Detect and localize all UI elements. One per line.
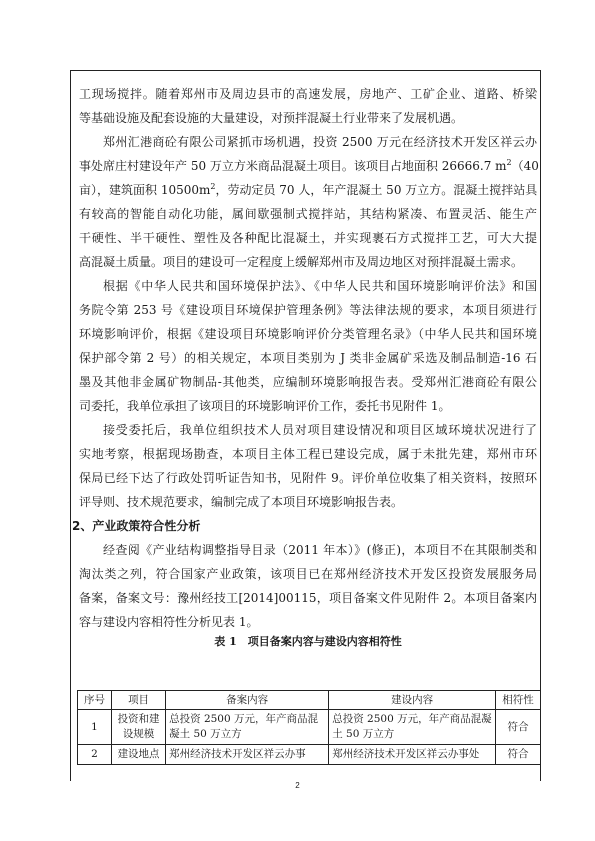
text-line: 保护部令第 2 号）的相关规定，本项目类别为 J 类非金属矿采选及制品制造-16 石 [79,351,537,365]
table-cell: 1 [78,710,112,745]
text-line: 经查阅《产业结构调整指导目录（2011 年本）》(修正)，本项目不在其限制类和 [103,543,537,557]
column-header: 备案内容 [166,691,329,710]
superscript: 2 [506,158,512,167]
text-span: 亩），建筑面积 10500m [79,183,211,197]
comparison-table [77,690,541,765]
table-cell: 郑州经济技术开发区祥云办事处 [329,745,496,765]
table-cell: 符合 [495,710,540,745]
text-line: 干硬性、半干硬性、塑性及各种配比混凝土，并实现裹石方式搅拌工艺，可大大提 [79,231,537,245]
text-line: 淘汰类之列，符合国家产业政策，该项目已在郑州经济技术开发区投资发展服务局 [79,567,537,581]
table-caption: 表 1 项目备案内容与建设内容相符性 [214,635,402,648]
text-line: 司委托，我单位承担了该项目的环境影响评价工作，委托书见附件 1。 [79,399,451,413]
table-cell: 建设地点 [112,745,166,765]
text-line [79,154,537,178]
table-cell: 总投资 2500 万元，年产商品混凝土 50 万立方 [166,710,329,745]
section-heading: 2、产业政策符合性分析 [72,519,201,533]
text-line: 高混凝土质量。项目的建设可一定程度上缓解郑州市及周边地区对预拌混凝土需求。 [79,255,524,269]
table-cell: 2 [78,745,112,765]
column-header: 项目 [112,691,166,710]
table-header-row [78,691,541,710]
text-line: 接受委托后，我单位组织技术人员对项目建设情况和项目区域环境状况进行了 [103,423,537,437]
document-body [72,82,539,650]
text-line: 备案，备案文号：豫州经技工[2014]00115，项目备案文件见附件 2。本项目备案内 [79,591,537,605]
table-row [78,745,541,765]
text-line: 郑州汇港商砼有限公司紧抓市场机遇，投资 2500 万元在经济技术开发区祥云办 [103,135,537,149]
column-header: 序号 [78,691,112,710]
text-line: 根据《中华人民共和国环境保护法》、《中华人民共和国环境影响评价法》和国 [103,279,537,293]
text-line: 实地考察，根据现场勘查，本项目主体工程已建设完成，属于未批先建，郑州市环 [79,447,537,461]
table-cell: 投资和建设规模 [112,710,166,745]
superscript: 2 [210,182,216,191]
text-line [79,178,537,202]
text-line: 等基础设施及配套设施的大量建设，对预拌混凝土行业带来了发展机遇。 [79,111,464,125]
text-line: 务院令第 253 号《建设项目环境保护管理条例》等法律法规的要求，本项目须进行 [79,303,537,317]
text-line: 环境影响评价，根据《建设项目环境影响评价分类管理名录》（中华人民共和国环境 [79,327,537,341]
text-span: 事处席庄村建设年产 50 万立方米商品混凝土项目。该项目占地面积 26666.7 m [79,159,507,173]
table-cell: 符合 [495,745,540,765]
table-cell: 郑州经济技术开发区祥云办事 [166,745,329,765]
table-cell: 总投资 2500 万元，年产商品混凝土 50 万立方 [329,710,496,745]
text-line: 评导则、技术规范要求，编制完成了本项目环境影响报告表。 [79,495,404,509]
text-span: （40 [511,159,539,173]
text-line: 保局已经下达了行政处罚听证告知书，见附件 9。评价单位收集了相关资料，按照环 [79,471,537,485]
table-row [78,710,541,745]
text-line: 容与建设内容相符性分析见表 1。 [79,615,259,629]
text-line: 有较高的智能自动化功能，属间歇强制式搅拌站，其结构紧凑、布置灵活、能生产 [79,207,537,221]
page-number: 2 [295,781,300,790]
text-line: 墨及其他非金属矿物制品-其他类，应编制环境影响报告表。受郑州汇港商砼有限公 [79,375,537,389]
text-span: ，劳动定员 70 人，年产混凝土 50 万立方。混凝土搅拌站具 [215,183,538,197]
text-line: 工现场搅拌。随着郑州市及周边县市的高速发展，房地产、工矿企业、道路、桥梁 [79,87,537,101]
column-header: 相符性 [495,691,540,710]
column-header: 建设内容 [329,691,496,710]
